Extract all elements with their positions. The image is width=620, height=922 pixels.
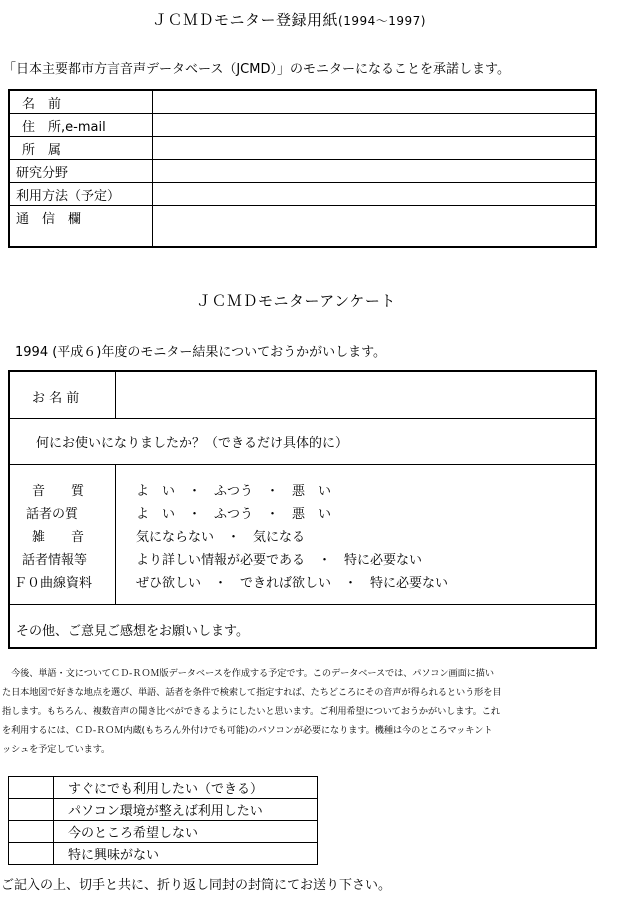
rating-label: 話者情報等 — [22, 553, 88, 568]
rating-label: 音 質 — [32, 484, 85, 499]
registration-row — [9, 90, 596, 114]
paragraph-line: た日本地図で好きな地点を選び、単語、話者を条件で検索して指定すれば、たちどころにその音声が得られるという形を目 — [2, 687, 502, 698]
comments-label: その他、ご意見ご感想をお願いします。 — [16, 624, 249, 639]
registration-table — [8, 89, 597, 248]
ratings-divider — [115, 464, 116, 604]
option-checkbox-cell[interactable] — [9, 777, 54, 799]
usage-option-row[interactable] — [9, 777, 318, 799]
option-checkbox-cell[interactable] — [9, 821, 54, 843]
divider — [10, 604, 595, 605]
usage-option-label: 特に興味がない — [54, 843, 318, 865]
rating-label: Ｆ０曲線資料 — [14, 576, 93, 591]
rating-options[interactable]: ぜひ欲しい ・ できれば欲しい ・ 特に必要ない — [136, 576, 449, 591]
registration-input[interactable] — [153, 90, 597, 114]
usage-option-row[interactable] — [9, 821, 318, 843]
usage-options-table — [8, 776, 318, 865]
survey-form — [8, 370, 597, 649]
survey-name-label: お 名 前 — [32, 391, 80, 406]
paragraph-line: ッシュを予定しています。 — [2, 744, 111, 755]
option-checkbox-cell[interactable] — [9, 843, 54, 865]
registration-input[interactable] — [153, 206, 597, 248]
registration-input[interactable] — [153, 183, 597, 206]
survey-name-field[interactable] — [117, 373, 595, 417]
registration-row — [9, 160, 596, 183]
paragraph-line: 指します。もちろん、複数音声の聞き比べができるようにしたいと思います。ご利用希望についておうかがいします。これ — [2, 706, 500, 717]
usage-option-row[interactable] — [9, 843, 318, 865]
registration-input[interactable] — [153, 160, 597, 183]
registration-label: 通 信 欄 — [9, 206, 153, 248]
form-title — [152, 9, 426, 30]
registration-label: 所 属 — [9, 137, 153, 160]
paragraph-line: を利用するには、ＣＤ-ＲＯＭ内蔵(もちろん外付けでも可能)のパソコンが必要になります。機種は今のところマッキント — [2, 725, 493, 736]
survey-intro: 1994 (平成６)年度のモニター結果についておうかがいします。 — [15, 345, 387, 360]
registration-row — [9, 137, 596, 160]
rating-options[interactable]: 気にならない ・ 気になる — [136, 530, 306, 545]
info-paragraph — [2, 664, 607, 759]
usage-option-label: すぐにでも利用したい（できる） — [54, 777, 318, 799]
form-title-main: ＪＣＭＤモニター登録用紙 — [152, 11, 339, 29]
consent-statement: 「日本主要都市方言音声データベース（JCMD）」のモニターになることを承諾します。 — [3, 62, 510, 77]
rating-options[interactable]: より詳しい情報が必要である ・ 特に必要ない — [136, 553, 423, 568]
closing-instruction: ご記入の上、切手と共に、折り返し同封の封筒にてお送り下さい。 — [1, 878, 392, 893]
divider — [10, 464, 595, 465]
survey-title: ＪＣＭＤモニターアンケート — [196, 292, 396, 310]
name-divider — [115, 372, 116, 418]
rating-options[interactable]: よ い ・ ふつう ・ 悪 い — [136, 507, 332, 522]
registration-label: 住 所,e-mail — [9, 114, 153, 137]
registration-label: 研究分野 — [9, 160, 153, 183]
rating-label: 雑 音 — [32, 530, 85, 545]
option-checkbox-cell[interactable] — [9, 799, 54, 821]
registration-label: 利用方法（予定） — [9, 183, 153, 206]
usage-question: 何にお使いになりましたか？（できるだけ具体的に） — [36, 436, 349, 451]
rating-label: 話者の質 — [26, 507, 79, 522]
registration-input[interactable] — [153, 137, 597, 160]
paragraph-line: 今後、単語・文についてＣＤ-ＲＯＭ版データベースを作成する予定です。このデータベースでは、パソコン画面に描い — [2, 668, 494, 679]
divider — [10, 418, 595, 419]
usage-option-label: パソコン環境が整えば利用したい — [54, 799, 318, 821]
registration-row — [9, 206, 596, 248]
usage-option-row[interactable] — [9, 799, 318, 821]
form-title-years: (1994～1997) — [338, 14, 426, 28]
rating-options[interactable]: よ い ・ ふつう ・ 悪 い — [136, 484, 332, 499]
registration-label: 名 前 — [9, 90, 153, 114]
registration-row — [9, 114, 596, 137]
usage-option-label: 今のところ希望しない — [54, 821, 318, 843]
registration-row — [9, 183, 596, 206]
registration-input[interactable] — [153, 114, 597, 137]
